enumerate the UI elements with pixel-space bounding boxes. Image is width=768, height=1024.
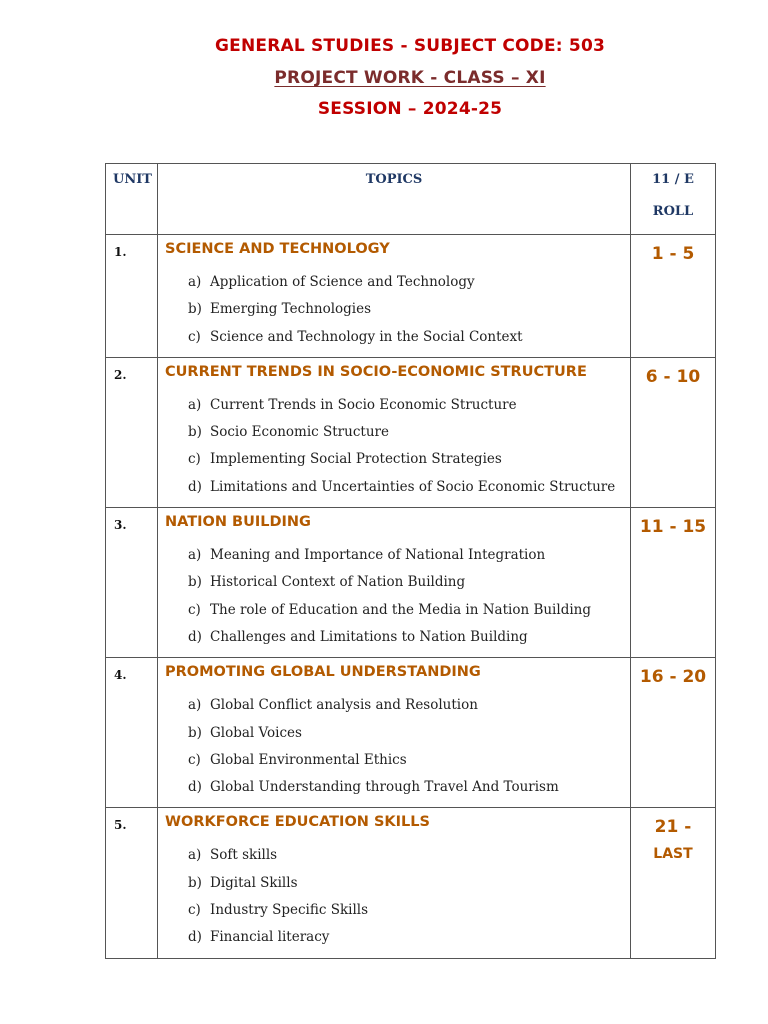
table-header-row (106, 164, 716, 235)
unit-number: 4. (106, 658, 158, 808)
unit-title: SCIENCE AND TECHNOLOGY (165, 241, 390, 257)
table-row (106, 357, 716, 507)
unit-title: PROMOTING GLOBAL UNDERSTANDING (165, 664, 481, 681)
list-item: b) Digital Skills (188, 874, 298, 891)
list-item: d) Challenges and Limitations to Nation Building (188, 628, 528, 645)
topic-cell (158, 658, 631, 808)
topic-cell (158, 508, 631, 658)
list-item: b) Emerging Technologies (188, 301, 372, 318)
roll-range (631, 808, 716, 958)
table-row (106, 235, 716, 358)
list-item: d) Global Understanding through Travel And Tourism (188, 779, 559, 796)
list-item: a) Meaning and Importance of National Integration (188, 547, 546, 564)
list-item: c) Implementing Social Protection Strategies (188, 451, 502, 468)
topic-cell (158, 808, 631, 958)
project-work-heading: PROJECT WORK - CLASS – XI (274, 68, 546, 88)
topic-cell (158, 235, 631, 358)
table-row (106, 658, 716, 808)
list-item: a) Current Trends in Socio Economic Structure (188, 396, 517, 413)
unit-number: 2. (106, 357, 158, 507)
column-header-topics: TOPICS (158, 164, 631, 235)
subtopic-list (165, 542, 630, 651)
roll-header-label: ROLL (652, 204, 694, 219)
unit-number: 3. (106, 508, 158, 658)
list-item: a) Application of Science and Technology (188, 274, 475, 290)
list-item: a) Soft skills (188, 847, 278, 864)
units-table (105, 163, 716, 959)
roll-range-end: LAST (653, 846, 693, 863)
session-heading: SESSION – 2024-25 (317, 99, 503, 119)
subtopic-list (165, 392, 630, 501)
unit-title: CURRENT TRENDS IN SOCIO-ECONOMIC STRUCTURE (165, 363, 587, 380)
list-item: c) Global Environmental Ethics (188, 751, 407, 768)
roll-range: 16 - 20 (631, 658, 716, 808)
list-item: b) Historical Context of Nation Building (188, 574, 466, 591)
roll-range-start: 21 - (654, 817, 692, 838)
unit-title: NATION BUILDING (165, 514, 311, 531)
table-row (106, 508, 716, 658)
topic-cell (158, 357, 631, 507)
roll-range: 6 - 10 (631, 357, 716, 507)
list-item: d) Financial literacy (188, 929, 330, 946)
column-header-roll (631, 164, 716, 235)
list-item: b) Global Voices (188, 724, 302, 741)
list-item: d) Limitations and Uncertainties of Socio Economic Structure (188, 478, 616, 495)
list-item: a) Global Conflict analysis and Resolution (188, 697, 478, 714)
subtopic-list (165, 692, 630, 801)
table-row (106, 808, 716, 958)
list-item: b) Socio Economic Structure (188, 424, 389, 441)
list-item: c) Industry Specific Skills (188, 902, 369, 919)
subtopic-list (165, 269, 630, 351)
subtopic-list (165, 842, 630, 951)
unit-number: 5. (106, 808, 158, 958)
document-title: GENERAL STUDIES - SUBJECT CODE: 503 (214, 36, 606, 56)
list-item: c) The role of Education and the Media in Nation Building (188, 601, 591, 618)
roll-range: 11 - 15 (631, 508, 716, 658)
column-header-unit: UNIT (106, 164, 158, 235)
list-item: c) Science and Technology in the Social Context (188, 328, 523, 345)
roll-header-class: 11 / E (652, 172, 694, 187)
roll-range: 1 - 5 (631, 235, 716, 358)
unit-title: WORKFORCE EDUCATION SKILLS (165, 814, 430, 831)
unit-number: 1. (106, 235, 158, 358)
